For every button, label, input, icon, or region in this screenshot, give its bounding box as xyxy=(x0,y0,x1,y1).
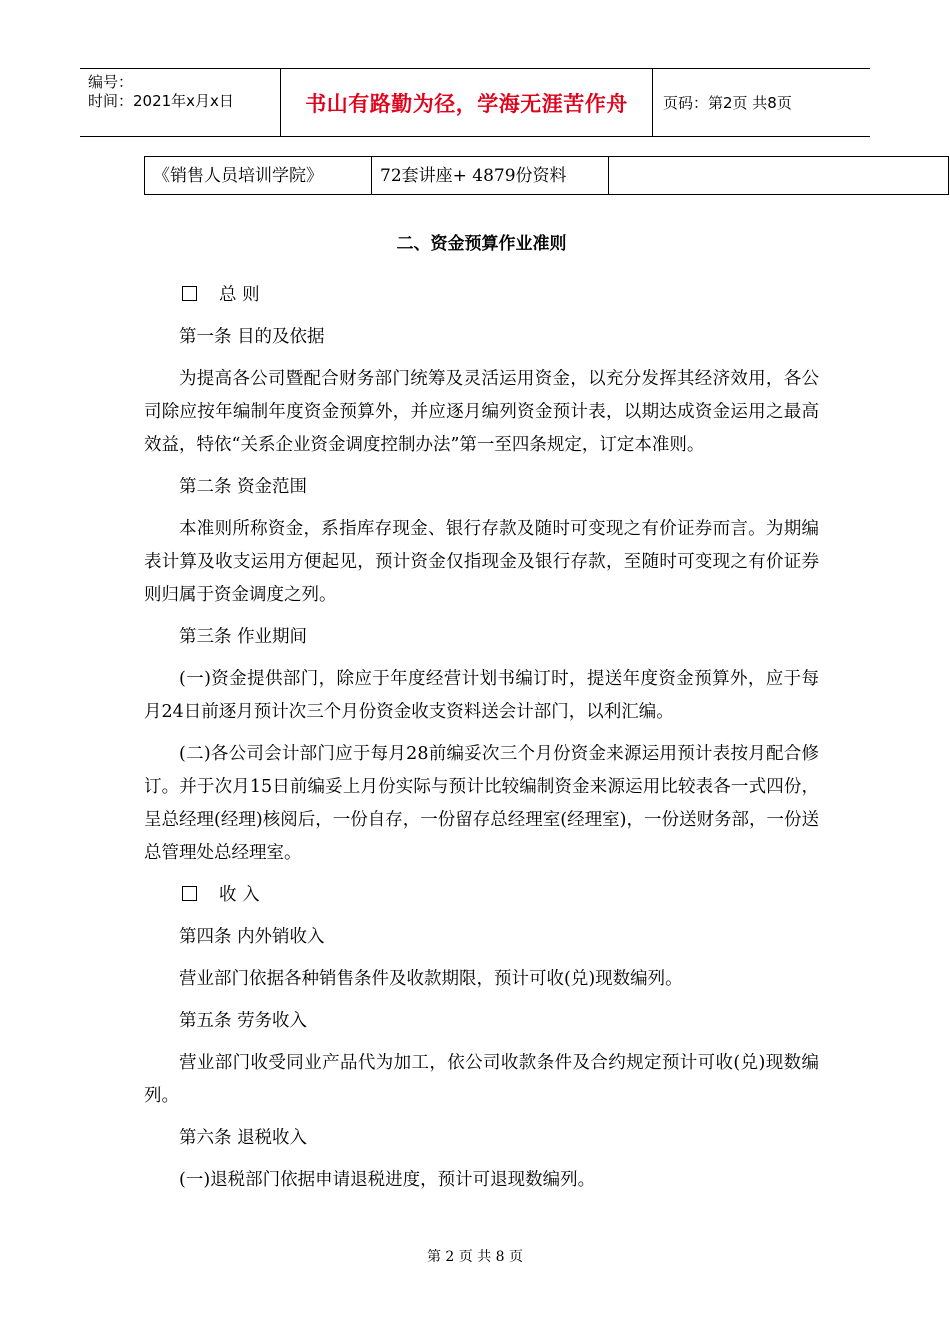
checkbox-square-icon xyxy=(182,886,197,901)
article-5-title: 第五条 劳务收入 xyxy=(179,1011,308,1031)
page-header xyxy=(80,68,870,137)
section-heading-label: 总 则 xyxy=(219,285,260,305)
article-4-body: 营业部门依据各种销售条件及收款期限，预计可收(兑)现数编列。 xyxy=(179,969,683,989)
article-3-item-1: (一)资金提供部门，除应于年度经营计划书编订时，提送年度资金预算外，应于每月24日前逐月预计次三个月份资金收支资料送会计部门，以利汇编。 xyxy=(144,669,819,722)
document-body xyxy=(144,228,819,1206)
page-footer: 第 2 页 共 8 页 xyxy=(426,1249,524,1265)
document-title: 二、资金预算作业准则 xyxy=(396,234,567,254)
article-6-title: 第六条 退税收入 xyxy=(179,1128,308,1148)
promo-cell-title: 《销售人员培训学院》 xyxy=(145,157,372,195)
promo-cell-content: 72套讲座+ 4879份资料 xyxy=(372,157,609,195)
doc-code-label: 编号： xyxy=(88,73,134,91)
promo-cell-empty xyxy=(609,157,949,195)
article-1-body: 为提高各公司暨配合财务部门统筹及灵活运用资金，以充分发挥其经济效用，各公司除应按年编制年度资金预算外，并应逐月编列资金预计表，以期达成资金运用之最高效益，特依“关系企业资金调度控制办法”第一至四条规定，订定本准则。 xyxy=(144,369,819,455)
article-2-title: 第二条 资金范围 xyxy=(179,477,308,497)
article-3-item-2: (二)各公司会计部门应于每月28前编妥次三个月份资金来源运用预计表按月配合修订。并于次月15日前编妥上月份实际与预计比较编制资金来源运用比较表各一式四份，呈总经理(经理)核阅后，一份自存，一份留存总经理室(经理室)，一份送财务部，一份送总管理处总经理室。 xyxy=(144,744,819,863)
section-heading-general xyxy=(182,279,819,312)
article-4-title: 第四条 内外销收入 xyxy=(179,927,325,947)
article-5-body: 营业部门收受同业产品代为加工，依公司收款条件及合约规定预计可收(兑)现数编列。 xyxy=(144,1053,819,1106)
header-meta xyxy=(80,69,281,136)
article-2-body: 本准则所称资金，系指库存现金、银行存款及随时可变现之有价证券而言。为期编表计算及收支运用方便起见，预计资金仅指现金及银行存款，至随时可变现之有价证券则归属于资金调度之列。 xyxy=(144,519,819,605)
promo-table xyxy=(144,156,949,195)
header-motto: 书山有路勤为径，学海无涯苦作舟 xyxy=(281,69,653,136)
article-1-title: 第一条 目的及依据 xyxy=(179,327,325,347)
header-page-number: 页码：第2页 共8页 xyxy=(663,94,792,112)
doc-date-label: 时间：2021年x月x日 xyxy=(88,92,234,110)
table-row xyxy=(145,157,949,195)
section-heading-income xyxy=(182,879,819,912)
checkbox-square-icon xyxy=(182,286,197,301)
article-6-item-1: (一)退税部门依据申请退税进度，预计可退现数编列。 xyxy=(179,1170,596,1190)
section-heading-label: 收 入 xyxy=(219,885,260,905)
article-3-title: 第三条 作业期间 xyxy=(179,627,308,647)
